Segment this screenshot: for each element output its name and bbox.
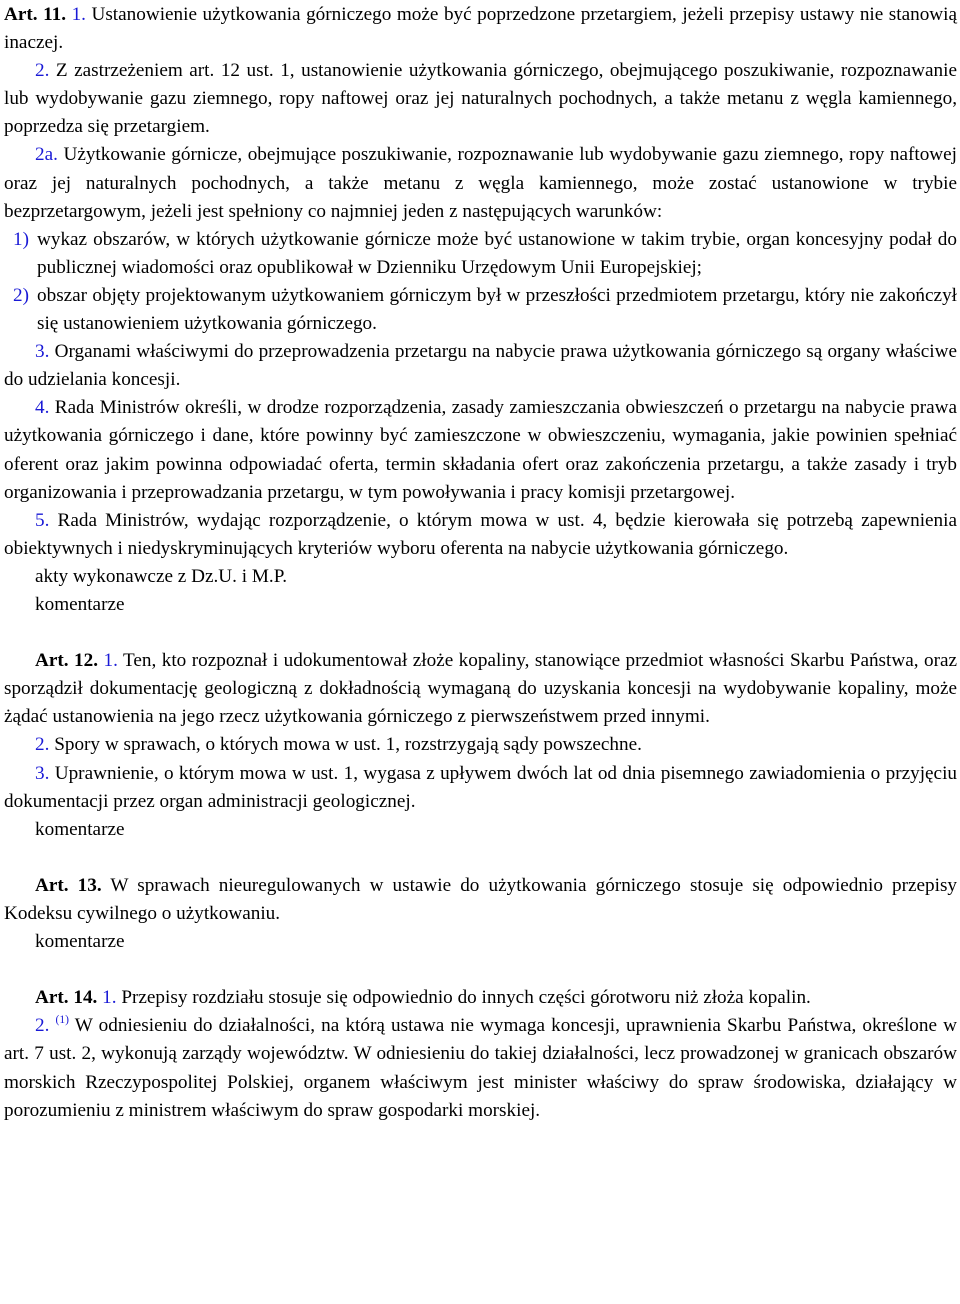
art11-par2 [4, 57, 957, 141]
art12-par2 [4, 731, 957, 759]
comments-link[interactable]: komentarze [35, 818, 125, 840]
art11-par3 [4, 338, 957, 394]
art12-par3-number[interactable]: 3. [35, 762, 50, 784]
art13-label[interactable]: Art. 13. [35, 874, 102, 896]
art14-par2-text: W odniesieniu do działalności, na którą ustawa nie wymaga koncesji, uprawnienia Skarbu Państwa, określone w art. 7 ust. 2, wykonują zarządy województw. W odniesieniu do takiej działalności, lecz prowadzonej w granicach obszarów morskich Rzeczypospolitej Polskiej, organem właściwym jest minister właściwy do spraw środowiska, działający w porozumieniu z ministrem właściwym do spraw gospodarki morskiej. [4, 1015, 958, 1121]
article-12 [4, 647, 957, 844]
article-13 [4, 872, 957, 956]
article-11 [4, 1, 957, 619]
art14-par2 [4, 1012, 957, 1124]
art11-par2a [4, 141, 957, 225]
art11-par2a-number[interactable]: 2a. [35, 144, 58, 166]
art11-par1-text: Ustanowienie użytkowania górniczego może być poprzedzone przetargiem, jeżeli przepisy ustawy nie stanowią inaczej. [4, 4, 957, 54]
art11-par4-text: Rada Ministrów określi, w drodze rozporządzenia, zasady zamieszczania obwieszczeń o przetargu na nabycie prawa użytkowania górniczego i dane, które powinny być zamieszczone w obwieszczeniu, wymagania, jakie powinien spełniać oferent oraz jakim powinna odpowiadać oferta, termin składania ofert oraz zakończenia przetargu, a także zasady i tryb organizowania i przeprowadzania przetargu, w tym powoływania i pracy komisji przetargowej. [4, 397, 957, 503]
art11-par3-text: Organami właściwymi do przeprowadzenia przetargu na nabycie prawa użytkowania górniczego są organy właściwe do udzielania koncesji. [4, 341, 957, 391]
art12-par1-text: Ten, kto rozpoznał i udokumentował złoże kopaliny, stanowiące przedmiot własności Skarbu Państwa, oraz sporządził dokumentację geologiczną z dokładnością wymaganą do uzyskania koncesji na wydobywanie kopaliny, może żądać ustanowienia na jego rzecz użytkowania górniczego z pierwszeństwem przed innymi. [4, 650, 958, 728]
art12-par3-text: Uprawnienie, o którym mowa w ust. 1, wygasa z upływem dwóch lat od dnia pisemnego zawiadomienia o przyjęciu dokumentacji przez organ administracji geologicznej. [4, 762, 957, 812]
list-item-marker[interactable]: 1) [13, 228, 29, 250]
art14-par1 [4, 984, 957, 1012]
art11-par4-number[interactable]: 4. [35, 397, 50, 419]
art12-par3 [4, 760, 957, 816]
art14-par1-number[interactable]: 1. [102, 987, 117, 1009]
footnote-marker[interactable]: (1) [55, 1014, 69, 1027]
art11-par4 [4, 394, 957, 506]
art11-par5 [4, 507, 957, 563]
comments-link[interactable]: komentarze [35, 931, 125, 953]
list-item-marker[interactable]: 2) [13, 284, 29, 306]
art11-par1-number[interactable]: 1. [71, 4, 86, 25]
art11-par2-text: Z zastrzeżeniem art. 12 ust. 1, ustanowienie użytkowania górniczego, obejmującego poszukiwanie, rozpoznawanie lub wydobywanie gazu ziemnego, ropy naftowej oraz jej naturalnych pochodnych, a także metanu z węgla kamiennego, poprzedza się przetargiem. [4, 60, 957, 138]
art11-par3-number[interactable]: 3. [35, 341, 50, 363]
art12-par2-number[interactable]: 2. [35, 734, 50, 756]
art14-par1-text: Przepisy rozdziału stosuje się odpowiednio do innych części górotworu niż złoża kopalin. [116, 987, 811, 1009]
art11-par5-number[interactable]: 5. [35, 509, 50, 531]
art13-par [4, 872, 957, 928]
article-14 [4, 984, 957, 1124]
art12-par1-number[interactable]: 1. [103, 650, 118, 672]
art14-label[interactable]: Art. 14. [35, 987, 98, 1009]
list-item [4, 282, 957, 338]
art12-label[interactable]: Art. 12. [35, 650, 99, 672]
art12-par1 [4, 647, 957, 731]
art12-par2-text: Spory w sprawach, o których mowa w ust. 1, rozstrzygają sądy powszechne. [49, 734, 642, 756]
comments-link[interactable]: komentarze [35, 593, 125, 615]
art13-text: W sprawach nieuregulowanych w ustawie do użytkowania górniczego stosuje się odpowiednio przepisy Kodeksu cywilnego o użytkowaniu. [4, 874, 958, 924]
acts-link[interactable]: akty wykonawcze z Dz.U. i M.P. [35, 565, 288, 587]
list-item [4, 226, 957, 282]
art11-par2-number[interactable]: 2. [35, 60, 50, 82]
art11-par1 [4, 1, 957, 57]
art11-par5-text: Rada Ministrów, wydając rozporządzenie, o którym mowa w ust. 4, będzie kierowała się potrzebą zapewnienia obiektywnych i niedyskryminujących kryteriów wyboru oferenta na nabycie użytkowania górniczego. [4, 509, 957, 559]
list-item-text: obszar objęty projektowanym użytkowaniem górniczym był w przeszłości przedmiotem przetargu, który nie zakończył się ustanowieniem użytkowania górniczego. [37, 284, 957, 335]
art11-label[interactable]: Art. 11. [4, 4, 67, 25]
art14-par2-number[interactable]: 2. [35, 1015, 50, 1037]
list-item-text: wykaz obszarów, w których użytkowanie górnicze może być ustanowione w takim trybie, organ koncesyjny podał do publicznej wiadomości oraz opublikował w Dzienniku Urzędowym Unii Europejskiej; [37, 228, 957, 278]
art11-par2a-text: Użytkowanie górnicze, obejmujące poszukiwanie, rozpoznawanie lub wydobywanie gazu ziemnego, ropy naftowej oraz jej naturalnych pochodnych, a także metanu z węgla kamiennego, może zostać ustanowione w trybie bezprzetargowym, jeżeli jest spełniony co najmniej jeden z następujących warunków: [4, 144, 957, 222]
